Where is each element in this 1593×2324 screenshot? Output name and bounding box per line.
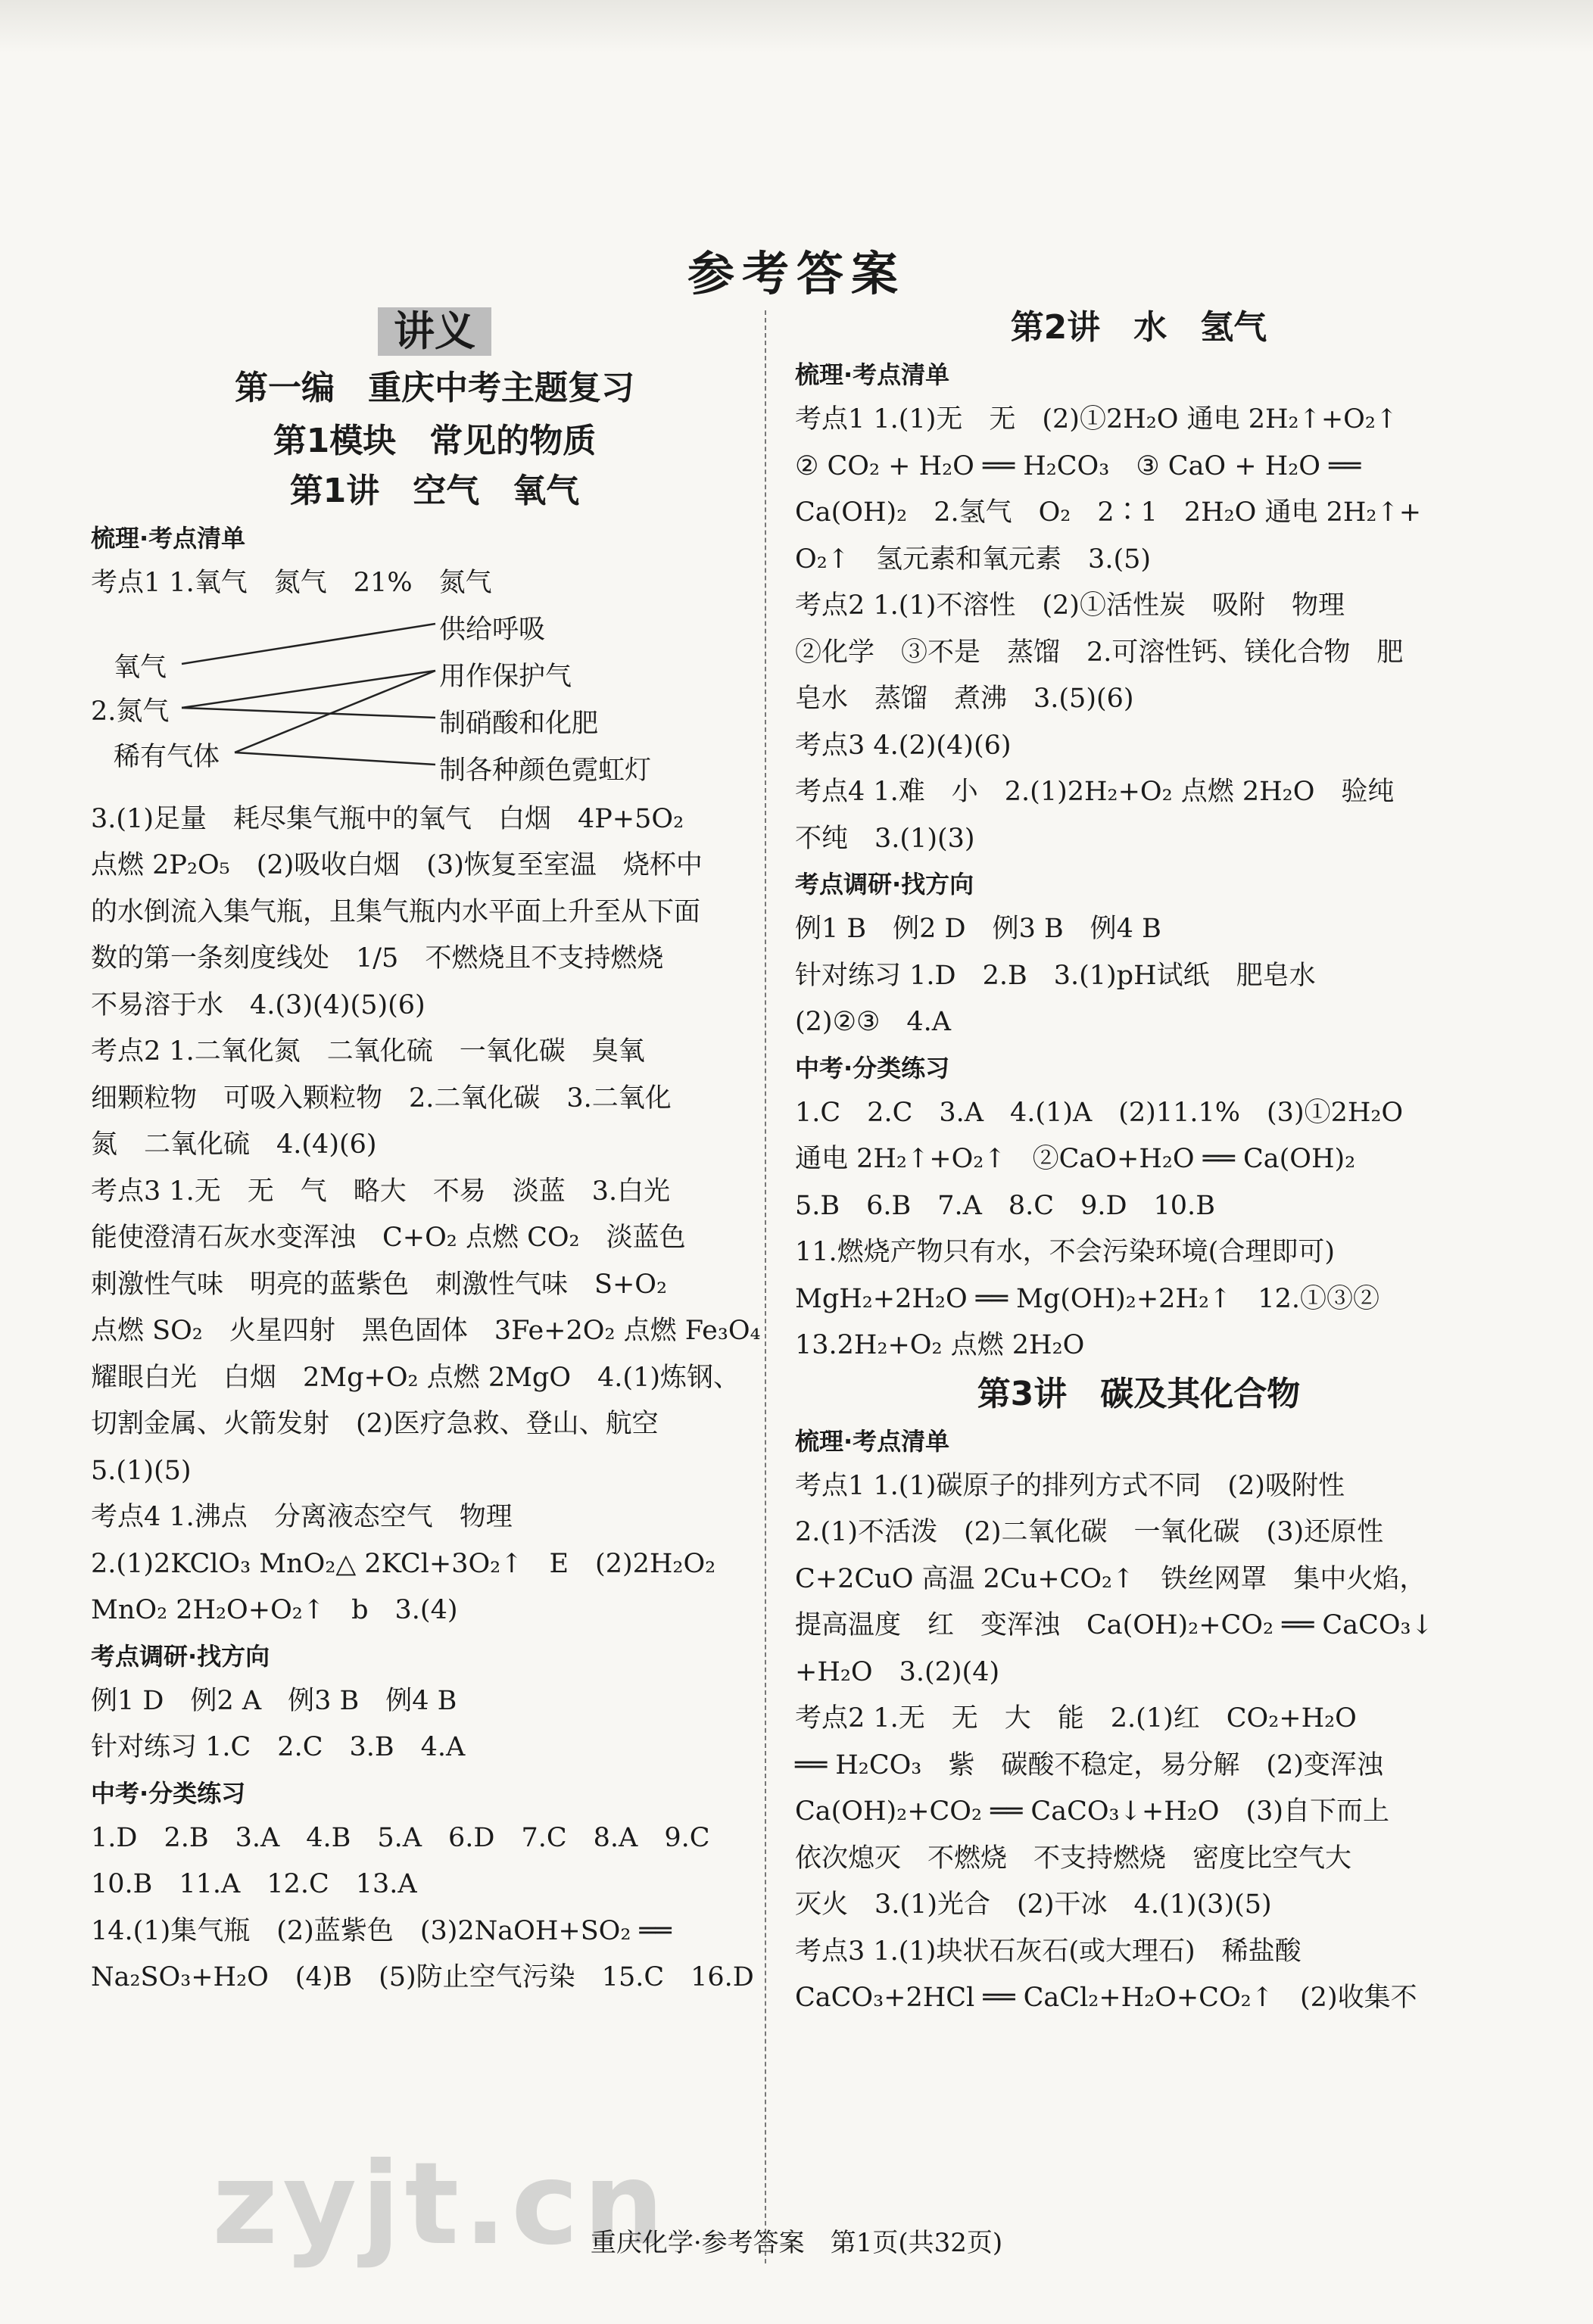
page-title: 参考答案 [687, 246, 906, 301]
watermark: zyjt.cn [212, 2139, 669, 2270]
answer-line: CaCO₃+2HCl ══ CaCl₂+H₂O+CO₂↑ (2)收集不 [795, 1983, 1417, 2013]
answer-line: MnO₂ 2H₂O+O₂↑ b 3.(4) [91, 1595, 458, 1625]
answer-line: 皂水 蒸馏 煮沸 3.(5)(6) [795, 684, 1134, 714]
answer-line: 的水倒流入集气瓶，且集气瓶内水平面上升至从下面 [91, 896, 701, 927]
answer-block-1 [91, 796, 778, 1634]
section-heading: 中考·分类练习 [795, 1053, 950, 1083]
diagram-left-item: 稀有气体 [114, 741, 220, 772]
answer-line: 考点2 1.二氧化氮 二氧化硫 一氧化碳 臭氧 [91, 1036, 645, 1067]
answer-line: 点燃 2P₂O₅ (2)吸收白烟 (3)恢复至室温 烧杯中 [91, 850, 703, 880]
answer-line: 考点3 1.(1)块状石灰石(或大理石) 稀盐酸 [795, 1936, 1302, 1967]
practice-answers: (2)②③ 4.A [795, 1007, 952, 1037]
answer-line: 11.燃烧产物只有水，不会污染环境(合理即可) [795, 1237, 1335, 1267]
answer-line: 考点4 1.难 小 2.(1)2H₂+O₂ 点燃 2H₂O 验纯 [795, 777, 1395, 807]
page-footer: 重庆化学·参考答案 第1页(共32页) [590, 2228, 1003, 2258]
answer-line: +H₂O 3.(2)(4) [795, 1656, 1000, 1687]
answer-line: 2.(1)不活泼 (2)二氧化碳 一氧化碳 (3)还原性 [795, 1517, 1384, 1547]
answer-line: 氮 二氧化硫 4.(4)(6) [91, 1129, 377, 1160]
answer-line: 依次熄灭 不燃烧 不支持燃烧 密度比空气大 [795, 1843, 1352, 1874]
answer-line: 不易溶于水 4.(3)(4)(5)(6) [91, 989, 426, 1020]
section-heading: 梳理·考点清单 [795, 360, 950, 389]
lecture-heading: 第1讲 空气 氧气 [289, 472, 580, 510]
answer-line: 14.(1)集气瓶 (2)蓝紫色 (3)2NaOH+SO₂ ══ [91, 1915, 672, 1946]
diagram-right-item: 制各种颜色霓虹灯 [439, 755, 652, 786]
answer-line: 考点1 1.(1)碳原子的排列方式不同 (2)吸附性 [795, 1470, 1345, 1501]
practice-answers: 针对练习 1.D 2.B 3.(1)pH试纸 肥皂水 [795, 960, 1316, 991]
section-heading: 梳理·考点清单 [795, 1426, 950, 1456]
example-answers: 例1 B 例2 D 例3 B 例4 B [795, 914, 1161, 944]
section-heading: 梳理·考点清单 [91, 524, 246, 553]
answer-line: ② CO₂ + H₂O ══ H₂CO₃ ③ CaO + H₂O ══ [795, 450, 1361, 481]
answer-line: Ca(OH)₂+CO₂ ══ CaCO₃↓+H₂O (3)自下而上 [795, 1796, 1390, 1827]
answer-line: 考点2 1.无 无 大 能 2.(1)红 CO₂+H₂O [795, 1703, 1357, 1734]
answer-line: 刺激性气味 明亮的蓝紫色 刺激性气味 S+O₂ [91, 1269, 668, 1300]
left-column [91, 303, 778, 2002]
answer-line: 3.(1)足量 耗尽集气瓶中的氧气 白烟 4P+5O₂ [91, 803, 684, 834]
answer-line: 考点1 1.氧气 氮气 21% 氮气 [91, 568, 492, 598]
answer-line: 切割金属、火箭发射 (2)医疗急救、登山、航空 [91, 1409, 659, 1439]
lecture-heading: 第2讲 水 氢气 [1010, 308, 1267, 347]
answer-line: O₂↑ 氢元素和氧元素 3.(5) [795, 544, 1152, 575]
answer-line: ②化学 ③不是 蒸馏 2.可溶性钙、镁化合物 肥 [795, 637, 1404, 668]
answer-line: 能使澄清石灰水变浑浊 C+O₂ 点燃 CO₂ 淡蓝色 [91, 1223, 686, 1253]
right-column [795, 303, 1482, 2022]
answer-line: MgH₂+2H₂O ══ Mg(OH)₂+2H₂↑ 12.①③② [795, 1283, 1379, 1314]
section-heading: 考点调研·找方向 [795, 870, 974, 899]
diagram-left-item: 2.氮气 [91, 696, 170, 727]
answer-line: C+2CuO 高温 2Cu+CO₂↑ 铁丝网罩 集中火焰， [795, 1563, 1426, 1594]
answer-line: 细颗粒物 可吸入颗粒物 2.二氧化碳 3.二氧化 [91, 1083, 672, 1114]
answer-line: 不纯 3.(1)(3) [795, 823, 975, 854]
matching-diagram [91, 607, 778, 796]
diagram-right-item: 供给呼吸 [439, 614, 546, 645]
lecture-notes-badge: 讲义 [378, 307, 491, 356]
answer-line: 10.B 11.A 12.C 13.A [91, 1869, 417, 1899]
section-heading: 中考·分类练习 [91, 1778, 246, 1808]
answer-line: 点燃 SO₂ 火星四射 黑色固体 3Fe+2O₂ 点燃 Fe₃O₄ [91, 1316, 761, 1346]
matching-lines [91, 607, 439, 796]
answer-line: 1.D 2.B 3.A 4.B 5.A 6.D 7.C 8.A 9.C [91, 1822, 710, 1853]
diagram-right-item: 用作保护气 [439, 661, 572, 692]
answer-line: 耀眼白光 白烟 2Mg+O₂ 点燃 2MgO 4.(1)炼钢、 [91, 1362, 740, 1393]
answer-line: 考点3 1.无 无 气 略大 不易 淡蓝 3.白光 [91, 1176, 671, 1207]
module-heading: 第1模块 常见的物质 [273, 422, 597, 460]
answer-line: ══ H₂CO₃ 紫 碳酸不稳定，易分解 (2)变浑浊 [795, 1749, 1383, 1780]
answer-line: Na₂SO₃+H₂O (4)B (5)防止空气污染 15.C 16.D [91, 1962, 754, 1992]
diagram-left-item: 氧气 [114, 652, 167, 683]
part-heading: 第一编 重庆中考主题复习 [235, 369, 634, 407]
answer-line: 提高温度 红 变浑浊 Ca(OH)₂+CO₂ ══ CaCO₃↓ [795, 1610, 1433, 1640]
answer-line: 5.B 6.B 7.A 8.C 9.D 10.B [795, 1190, 1215, 1221]
answer-line: 数的第一条刻度线处 1/5 不燃烧且不支持燃烧 [91, 943, 664, 974]
practice-answers: 针对练习 1.C 2.C 3.B 4.A [91, 1732, 466, 1762]
answer-line: 5.(1)(5) [91, 1455, 192, 1486]
answer-line: 考点2 1.(1)不溶性 (2)①活性炭 吸附 物理 [795, 590, 1345, 621]
scan-top-edge [0, 0, 1593, 53]
example-answers: 例1 D 例2 A 例3 B 例4 B [91, 1685, 457, 1716]
answer-line: 考点1 1.(1)无 无 (2)①2H₂O 通电 2H₂↑+O₂↑ [795, 404, 1398, 435]
answer-line: 考点3 4.(2)(4)(6) [795, 730, 1012, 761]
lecture-heading: 第3讲 碳及其化合物 [977, 1374, 1301, 1413]
section-heading: 考点调研·找方向 [91, 1641, 270, 1671]
answer-line: 灭火 3.(1)光合 (2)干冰 4.(1)(3)(5) [795, 1889, 1272, 1920]
answer-line: 通电 2H₂↑+O₂↑ ②CaO+H₂O ══ Ca(OH)₂ [795, 1144, 1356, 1174]
answer-line: 13.2H₂+O₂ 点燃 2H₂O [795, 1330, 1085, 1360]
answer-line: 2.(1)2KClO₃ MnO₂△ 2KCl+3O₂↑ E (2)2H₂O₂ [91, 1548, 716, 1579]
answer-line: Ca(OH)₂ 2.氢气 O₂ 2∶1 2H₂O 通电 2H₂↑+ [795, 497, 1422, 528]
answer-line: 考点4 1.沸点 分离液态空气 物理 [91, 1502, 513, 1532]
answer-line: 1.C 2.C 3.A 4.(1)A (2)11.1% (3)①2H₂O [795, 1097, 1404, 1128]
diagram-right-item: 制硝酸和化肥 [439, 708, 599, 739]
